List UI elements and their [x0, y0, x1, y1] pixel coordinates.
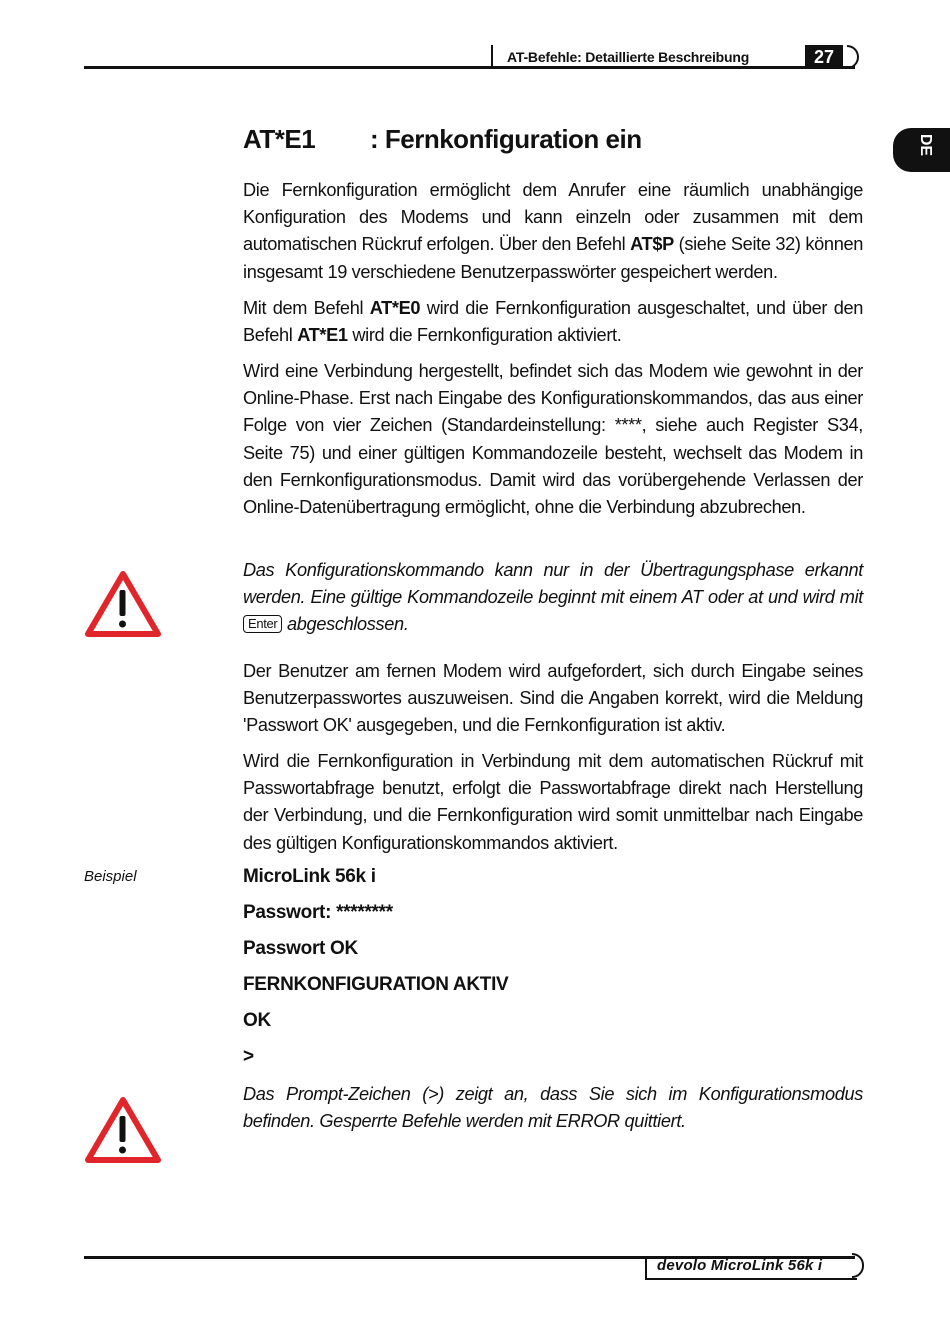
page-number: 27: [805, 45, 843, 69]
section-code: AT*E1: [243, 124, 316, 154]
footer-text: devolo MicroLink 56k i: [657, 1257, 823, 1274]
header-end-cap: [847, 45, 859, 69]
warning-triangle-icon: [84, 570, 162, 638]
command-ate1: AT*E1: [297, 325, 348, 346]
paragraph-5: Wird die Fernkonfiguration in Verbindung mit dem automatischen Rückruf mit Passwortabfrage benutzt, erfolgt die Passwortabfrage direkt nach Herstellung der Verbindung, und die Fernkonfiguration wird somit unmittelbar nach Eingabe des gültigen Konfigurationskommandos aktiviert.: [243, 751, 863, 853]
paragraph-2-text-a: Mit dem Befehl: [243, 298, 370, 318]
example-line-5: OK: [243, 1010, 271, 1031]
note-1-text-a: Das Konfigurationskommando kann nur in der Übertragungsphase erkannt werden. Eine gültige Kommandozeile beginnt mit einem AT oder at und wird mit: [243, 560, 863, 608]
command-ate0: AT*E0: [369, 298, 421, 318]
example-line-3: Passwort OK: [243, 938, 358, 959]
language-tab: [893, 128, 950, 172]
note-1-text-b: abgeschlossen.: [282, 614, 409, 635]
paragraph-1-text-a: Die Fernkonfiguration ermöglicht dem Anrufer eine räumlich unabhängige Konfiguration des Modems und kann einzeln oder zusammen mit dem automatischen Rückruf erfolgen. Über den Befehl: [243, 180, 863, 255]
note-2: Das Prompt-Zeichen (>) zeigt an, dass Sie sich im Konfigurationsmodus befinden. Gesperrte Befehle werden mit ERROR quittiert.: [243, 1084, 863, 1132]
paragraph-2-text-c: wird die Fernkonfiguration aktiviert.: [347, 325, 622, 346]
enter-key-icon: Enter: [243, 615, 282, 633]
footer-box: [645, 1256, 857, 1280]
paragraph-3: Wird eine Verbindung hergestellt, befindet sich das Modem wie gewohnt in der Online-Phase. Erst nach Eingabe des Konfigurationskommandos, das aus einer Folge von vier Zeichen (Standardeinstellung: ****, siehe auch Register S34, Seite 75) und einer gültigen Kommandozeile besteht, wechselt das Modem in den Fernkonfigurationsmodus. Damit wird das vorübergehende Verlassen der Online-Datenübertragung ermöglicht, ohne die Verbindung abzubrechen.: [243, 361, 863, 518]
note-1: [243, 557, 863, 639]
example-line-2: Passwort: ********: [243, 902, 393, 923]
language-tab-label: DE: [917, 133, 934, 157]
example-label: Beispiel: [84, 868, 137, 885]
paragraph-4: Der Benutzer am fernen Modem wird aufgefordert, sich durch Eingabe seines Benutzerpasswortes auszuweisen. Sind die Angaben korrekt, wird die Meldung 'Passwort OK' ausgegeben, und die Fernkonfiguration ist aktiv.: [243, 661, 863, 736]
paragraph-1-text-b: (siehe Seite 32) können insgesamt 19 verschiedene Benutzerpasswörter gespeichert werden.: [243, 234, 863, 282]
footer-end-cap: [852, 1253, 864, 1278]
paragraph-1: [243, 177, 863, 286]
example-line-6: >: [243, 1046, 254, 1067]
header-title: AT-Befehle: Detaillierte Beschreibung: [507, 49, 750, 65]
header-box: [491, 45, 857, 69]
paragraph-2: [243, 295, 863, 349]
warning-triangle-icon: [84, 1096, 162, 1164]
paragraph-2-text-b: wird die Fernkonfiguration ausgeschaltet, und über den Befehl: [243, 298, 863, 346]
example-line-4: FERNKONFIGURATION AKTIV: [243, 974, 509, 995]
command-atsp: AT$P: [630, 234, 674, 255]
example-line-1: MicroLink 56k i: [243, 866, 376, 887]
section-title: : Fernkonfiguration ein: [370, 124, 642, 154]
